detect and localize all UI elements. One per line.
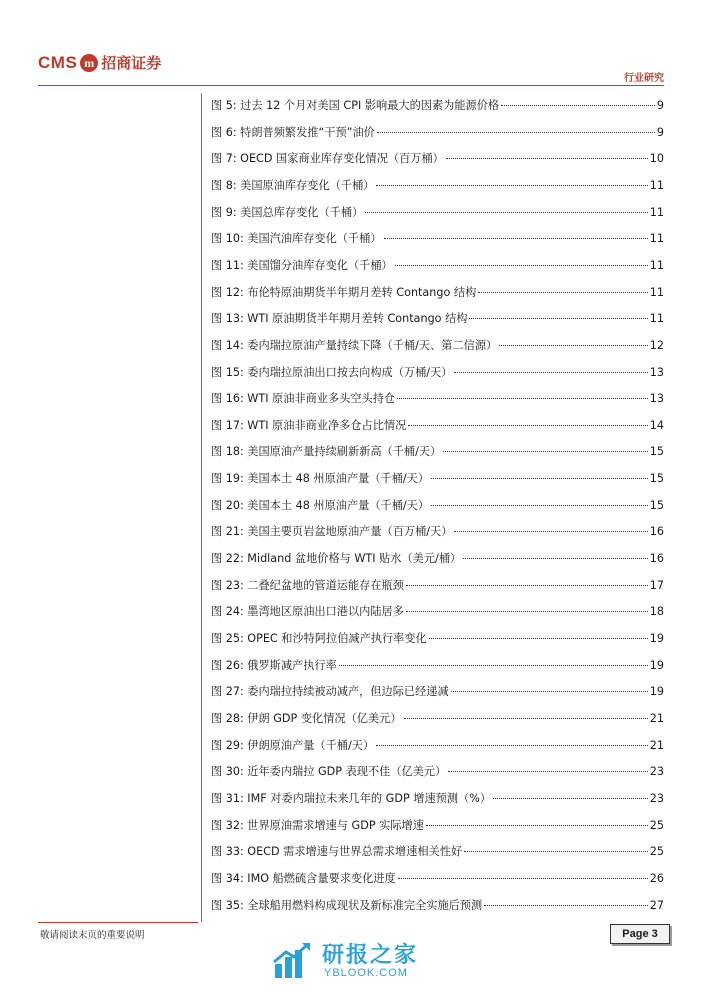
toc-item-page: 11 — [649, 232, 664, 246]
toc-item-page: 21 — [649, 711, 664, 725]
logo-chinese-name: 招商证券 — [101, 54, 162, 72]
toc-item-page: 21 — [649, 738, 664, 752]
toc-item-label: 图 15: 委内瑞拉原油出口按去向构成（万桶/天） — [211, 365, 453, 379]
toc-item-page: 15 — [649, 445, 664, 459]
footer-divider — [38, 922, 198, 923]
toc-leader-dots — [493, 798, 648, 799]
toc-item-label: 图 31: IMF 对委内瑞拉未来几年的 GDP 增速预测（%） — [211, 791, 492, 805]
toc-leader-dots — [376, 185, 647, 186]
toc-leader-dots — [501, 105, 655, 106]
toc-item-label: 图 5: 过去 12 个月对美国 CPI 影响最大的因素为能源价格 — [211, 99, 500, 112]
toc-leader-dots — [469, 318, 647, 319]
toc-item[interactable] — [211, 630, 664, 648]
page-number: Page 3 — [610, 924, 670, 944]
toc-item-label: 图 32: 世界原油需求增速与 GDP 实际增速 — [211, 818, 424, 832]
toc-item-page: 11 — [649, 312, 664, 326]
toc-item-page: 10 — [649, 152, 664, 166]
toc-item-label: 图 19: 美国本土 48 州原油产量（千桶/天） — [211, 472, 430, 486]
toc-item[interactable] — [211, 550, 664, 568]
toc-leader-dots — [446, 158, 648, 159]
toc-leader-dots — [431, 478, 648, 479]
company-logo — [38, 52, 161, 73]
toc-item-page: 17 — [649, 578, 664, 592]
toc-item[interactable] — [211, 710, 664, 728]
toc-item-label: 图 16: WTI 原油非商业多头空头持仓 — [211, 392, 396, 406]
toc-item-page: 9 — [656, 99, 664, 112]
toc-item[interactable] — [211, 230, 664, 248]
toc-item[interactable] — [211, 817, 664, 835]
toc-item-page: 11 — [649, 258, 664, 272]
page-header — [0, 0, 702, 90]
toc-item-page: 13 — [649, 365, 664, 379]
toc-item-label: 图 10: 美国汽油库存变化（千桶） — [211, 232, 382, 246]
toc-item[interactable] — [211, 603, 664, 621]
toc-item-label: 图 7: OECD 国家商业库存变化情况（百万桶） — [211, 152, 444, 166]
toc-item-page: 11 — [649, 205, 664, 219]
toc-leader-dots — [426, 825, 648, 826]
toc-item-label: 图 29: 伊朗原油产量（千桶/天） — [211, 738, 375, 752]
toc-leader-dots — [395, 265, 648, 266]
toc-item-label: 图 26: 俄罗斯减产执行率 — [211, 658, 337, 672]
toc-leader-dots — [408, 425, 647, 426]
toc-item[interactable] — [211, 97, 664, 115]
toc-item-label: 图 9: 美国总库存变化（千桶） — [211, 205, 364, 219]
toc-item-page: 25 — [649, 818, 664, 832]
watermark-url: YBLOOK.COM — [324, 967, 408, 979]
toc-item[interactable] — [211, 683, 664, 701]
toc-item-label: 图 12: 布伦特原油期货半年期月差转 Contango 结构 — [211, 285, 477, 299]
toc-item-page: 11 — [649, 178, 664, 192]
toc-item-page: 23 — [649, 791, 664, 805]
toc-item-page: 11 — [649, 285, 664, 299]
toc-item[interactable] — [211, 843, 664, 861]
toc-item-page: 12 — [649, 338, 664, 352]
watermark-title: 研报之家 — [322, 943, 419, 968]
toc-item-page: 25 — [649, 845, 664, 859]
toc-item-page: 19 — [649, 658, 664, 672]
toc-item-label: 图 34: IMO 船燃硫含量要求变化进度 — [211, 871, 396, 885]
toc-item[interactable] — [211, 523, 664, 541]
toc-item[interactable] — [211, 257, 664, 275]
toc-item[interactable] — [211, 897, 664, 915]
toc-leader-dots — [365, 212, 647, 213]
figure-list — [201, 93, 668, 930]
toc-item-page: 19 — [649, 685, 664, 699]
toc-item[interactable] — [211, 870, 664, 888]
toc-item[interactable] — [211, 443, 664, 461]
toc-leader-dots — [454, 372, 647, 373]
toc-item-label: 图 11: 美国馏分油库存变化（千桶） — [211, 258, 393, 272]
toc-item-page: 16 — [649, 552, 664, 566]
toc-item-label: 图 22: Midland 盆地价格与 WTI 贴水（美元/桶） — [211, 552, 462, 566]
toc-leader-dots — [398, 878, 648, 879]
toc-item-label: 图 17: WTI 原油非商业净多仓占比情况 — [211, 418, 407, 432]
toc-item[interactable] — [211, 497, 664, 515]
toc-item-page: 15 — [649, 472, 664, 486]
toc-leader-dots — [484, 905, 648, 906]
toc-leader-dots — [499, 345, 648, 346]
toc-leader-dots — [406, 585, 648, 586]
toc-item-page: 14 — [649, 418, 664, 432]
toc-leader-dots — [397, 398, 648, 399]
section-label: 行业研究 — [624, 73, 664, 84]
toc-item-page: 26 — [649, 871, 664, 885]
toc-item-page: 13 — [649, 392, 664, 406]
toc-item-label: 图 33: OECD 需求增速与世界总需求增速相关性好 — [211, 845, 463, 859]
toc-item-page: 23 — [649, 765, 664, 779]
toc-leader-dots — [443, 451, 647, 452]
toc-item-label: 图 23: 二叠纪盆地的管道运能存在瓶颈 — [211, 578, 404, 592]
toc-item[interactable] — [211, 337, 664, 355]
toc-leader-dots — [339, 665, 648, 666]
toc-item-label: 图 14: 委内瑞拉原油产量持续下降（千桶/天、第二信源） — [211, 338, 498, 352]
toc-item-label: 图 24: 墨湾地区原油出口港以内陆居多 — [211, 605, 404, 619]
toc-item-label: 图 20: 美国本土 48 州原油产量（千桶/天） — [211, 498, 430, 512]
header-divider — [38, 85, 664, 86]
toc-item-label: 图 25: OPEC 和沙特阿拉伯减产执行率变化 — [211, 632, 427, 645]
toc-left-border — [201, 93, 202, 922]
toc-item[interactable] — [211, 177, 664, 195]
footer-disclaimer: 敬请阅读末页的重要说明 — [40, 930, 145, 941]
toc-leader-dots — [451, 691, 648, 692]
toc-leader-dots — [464, 851, 648, 852]
toc-item[interactable] — [211, 763, 664, 781]
watermark — [272, 938, 452, 988]
bar-chart-icon — [272, 940, 314, 982]
toc-leader-dots — [376, 745, 648, 746]
toc-item[interactable] — [211, 390, 664, 408]
toc-item-label: 图 21: 美国主要页岩盆地原油产量（百万桶/天） — [211, 525, 453, 539]
toc-item[interactable] — [211, 790, 664, 808]
toc-item-page: 19 — [649, 632, 664, 645]
logo-text: CMS — [38, 52, 78, 72]
toc-item-label: 图 35: 全球船用燃料构成现状及新标准完全实施后预测 — [211, 898, 483, 912]
toc-item[interactable] — [211, 124, 664, 142]
toc-leader-dots — [404, 718, 648, 719]
toc-leader-dots — [429, 638, 648, 639]
toc-item[interactable] — [211, 284, 664, 302]
toc-leader-dots — [406, 611, 648, 612]
toc-item-label: 图 28: 伊朗 GDP 变化情况（亿美元） — [211, 711, 402, 725]
toc-leader-dots — [454, 531, 647, 532]
toc-item-page: 16 — [649, 525, 664, 539]
toc-item[interactable] — [211, 150, 664, 168]
toc-leader-dots — [431, 505, 648, 506]
logo-mark-icon: m — [80, 54, 98, 72]
toc-item-label: 图 8: 美国原油库存变化（千桶） — [211, 178, 375, 192]
toc-item[interactable] — [211, 417, 664, 435]
toc-item[interactable] — [211, 204, 664, 222]
toc-leader-dots — [463, 558, 648, 559]
toc-item-label: 图 18: 美国原油产量持续刷新新高（千桶/天） — [211, 445, 442, 459]
toc-leader-dots — [377, 132, 655, 133]
toc-item-label: 图 27: 委内瑞拉持续被动减产，但边际已经递减 — [211, 685, 449, 699]
toc-item-page: 18 — [649, 605, 664, 619]
toc-leader-dots — [478, 292, 647, 293]
toc-leader-dots — [448, 771, 647, 772]
toc-item[interactable] — [211, 310, 664, 328]
toc-item[interactable] — [211, 364, 664, 382]
toc-item[interactable] — [211, 657, 664, 675]
toc-item-label: 图 6: 特朗普频繁发推“干预”油价 — [211, 125, 375, 139]
toc-item-page: 27 — [649, 898, 664, 912]
toc-item[interactable] — [211, 737, 664, 755]
toc-item-page: 15 — [649, 498, 664, 512]
toc-item[interactable] — [211, 470, 664, 488]
toc-item-page: 9 — [656, 125, 664, 139]
toc-leader-dots — [384, 238, 648, 239]
toc-item-label: 图 30: 近年委内瑞拉 GDP 表现不佳（亿美元） — [211, 765, 447, 779]
toc-item[interactable] — [211, 577, 664, 595]
toc-item-label: 图 13: WTI 原油期货半年期月差转 Contango 结构 — [211, 312, 468, 326]
